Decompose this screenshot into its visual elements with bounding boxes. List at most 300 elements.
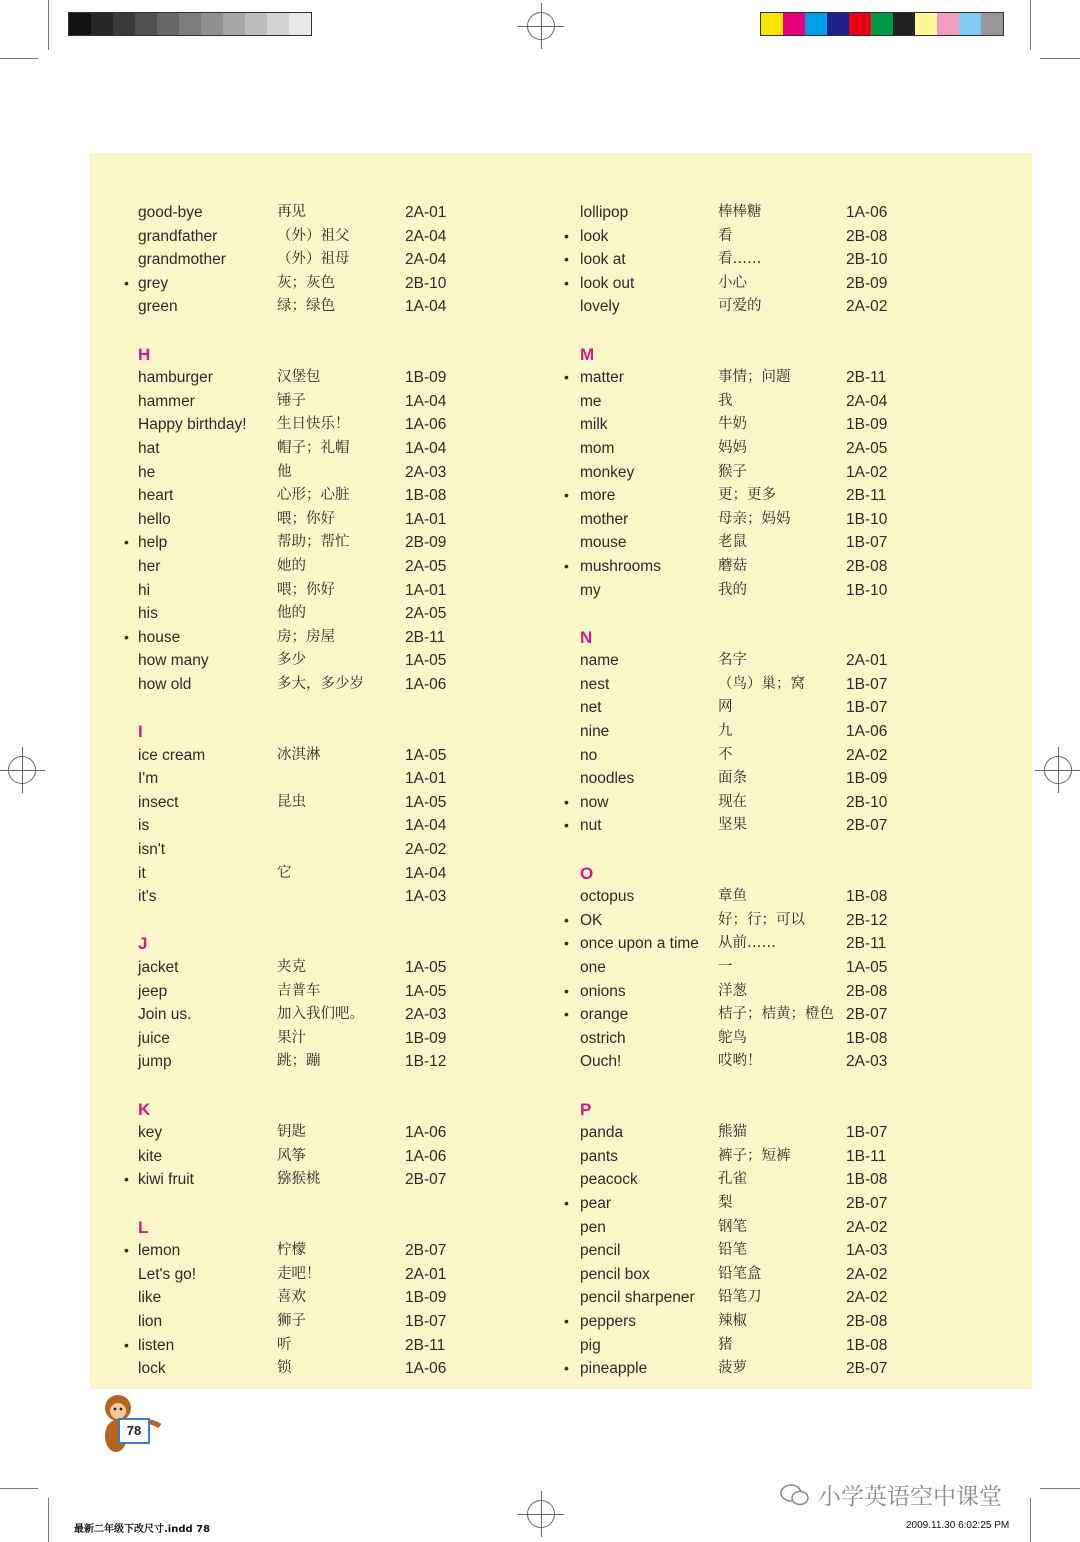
- entry-word: look: [580, 227, 609, 245]
- entry-meaning: 好；行；可以: [718, 911, 805, 928]
- entry-word: peacock: [580, 1171, 638, 1189]
- entry-meaning: 帮助；帮忙: [277, 534, 350, 551]
- entry-meaning: 风筝: [277, 1147, 306, 1164]
- section-letter: M: [580, 344, 595, 364]
- glossary-entry: [90, 1003, 447, 1027]
- entry-word: hat: [138, 439, 160, 457]
- entry-word: her: [138, 557, 161, 575]
- entry-unit: 2B-12: [846, 911, 888, 929]
- footer-file-info: 最新二年级下改尺寸.indd 78: [74, 1524, 211, 1535]
- glossary-entry: [530, 1263, 888, 1287]
- entry-word: onions: [580, 982, 626, 1000]
- entry-unit: 2A-02: [846, 746, 888, 764]
- entry-word: nest: [580, 675, 610, 693]
- entry-word: Happy birthday!: [138, 416, 247, 434]
- entry-unit: 1A-05: [405, 982, 447, 1000]
- entry-unit: 2A-02: [846, 1265, 888, 1283]
- entry-word: how many: [138, 652, 209, 670]
- glossary-entry: [90, 1334, 446, 1358]
- entry-unit: 2B-07: [846, 1194, 888, 1212]
- glossary-entry: [530, 272, 888, 296]
- entry-unit: 1B-09: [846, 770, 888, 788]
- crop-mark: [1030, 1498, 1031, 1542]
- entry-unit: 1A-05: [405, 746, 447, 764]
- entry-meaning: 夹克: [277, 959, 306, 975]
- section-letter: L: [138, 1217, 149, 1237]
- entry-word: house: [138, 628, 181, 646]
- entry-unit: 1B-08: [846, 1171, 888, 1189]
- entry-meaning: 铅笔: [718, 1242, 747, 1259]
- entry-unit: 1A-06: [405, 1124, 447, 1142]
- entry-word: grandfather: [138, 227, 218, 245]
- entry-word: hello: [138, 510, 171, 528]
- glossary-entry: [90, 602, 447, 626]
- entry-unit: 1A-05: [846, 959, 888, 976]
- entry-unit: 2B-08: [846, 982, 888, 1000]
- entry-unit: 1B-08: [405, 487, 447, 505]
- entry-word: pen: [580, 1218, 606, 1236]
- entry-unit: 2A-05: [846, 439, 888, 457]
- entry-unit: 2A-03: [405, 463, 447, 481]
- entry-meaning: 加入我们吧。: [277, 1006, 364, 1023]
- entry-meaning: 梨: [718, 1194, 733, 1211]
- glossary-entry: [530, 1168, 888, 1192]
- entry-unit: 2A-03: [405, 1006, 447, 1024]
- entry-word: pig: [580, 1336, 601, 1354]
- new-word-bullet: •: [124, 274, 129, 291]
- entry-meaning: 牛奶: [718, 416, 747, 433]
- glossary-entry: [90, 744, 447, 768]
- entry-meaning: 事情；问题: [718, 369, 791, 386]
- entry-unit: 2B-07: [405, 1171, 447, 1189]
- entry-meaning: 孔雀: [718, 1171, 747, 1188]
- entry-unit: 2B-07: [846, 1360, 888, 1378]
- entry-meaning: 面条: [718, 770, 747, 787]
- entry-meaning: 猪: [718, 1336, 733, 1353]
- glossary-entry: [90, 295, 447, 319]
- new-word-bullet: •: [564, 817, 569, 834]
- entry-meaning: 多大，多少岁: [277, 675, 364, 692]
- entry-unit: 2A-05: [405, 605, 447, 623]
- crop-mark: [48, 0, 49, 50]
- entry-meaning: 网: [718, 699, 733, 716]
- glossary-entry: [90, 1357, 447, 1381]
- glossary-entry: [530, 413, 888, 437]
- entry-unit: 1B-08: [846, 888, 888, 906]
- glossary-entry: [530, 1334, 888, 1358]
- entry-meaning: 看: [718, 227, 733, 244]
- glossary-entry: [90, 461, 447, 485]
- entry-meaning: 喂；你好: [277, 510, 335, 527]
- entry-unit: 1A-01: [405, 510, 447, 528]
- entry-unit: 2A-02: [846, 1289, 888, 1307]
- glossary-panel: [90, 153, 1032, 1389]
- new-word-bullet: •: [124, 1171, 129, 1188]
- new-word-bullet: •: [564, 982, 569, 999]
- footer-timestamp: 2009.11.30 6:02:25 PM: [906, 1520, 1010, 1531]
- glossary-entry: [530, 791, 888, 815]
- watermark-text: 小学英语空中课堂: [818, 1484, 1002, 1510]
- glossary-entry: [530, 1357, 888, 1381]
- entry-word: it's: [138, 888, 157, 906]
- section-letter: K: [138, 1099, 151, 1119]
- entry-unit: 2A-02: [405, 841, 447, 859]
- color-calibration-bar: [760, 12, 1004, 36]
- glossary-entry: [530, 814, 888, 838]
- registration-mark-icon: [527, 12, 555, 40]
- entry-unit: 1A-06: [405, 416, 447, 434]
- entry-word: one: [580, 959, 606, 976]
- glossary-entry: [90, 201, 447, 225]
- entry-unit: 1A-04: [405, 864, 447, 882]
- entry-meaning: （外）祖父: [277, 227, 350, 244]
- entry-meaning: 她的: [277, 557, 306, 574]
- new-word-bullet: •: [124, 1336, 129, 1353]
- entry-word: hi: [138, 581, 151, 599]
- entry-unit: 1B-07: [846, 1124, 888, 1142]
- entry-word: noodles: [580, 770, 635, 788]
- new-word-bullet: •: [564, 1006, 569, 1023]
- glossary-entry: [90, 956, 447, 980]
- entry-unit: 1A-02: [846, 463, 888, 481]
- entry-word: lovely: [580, 298, 620, 316]
- entry-unit: 2B-11: [846, 935, 887, 953]
- entry-word: help: [138, 534, 168, 552]
- entry-word: matter: [580, 369, 624, 387]
- glossary-entry: [530, 484, 887, 508]
- entry-meaning: 房；房屋: [277, 628, 335, 645]
- entry-meaning: 现在: [718, 793, 747, 810]
- entry-word: jump: [138, 1053, 172, 1071]
- entry-meaning: 再见: [277, 204, 306, 220]
- watermark: [780, 1478, 1002, 1511]
- new-word-bullet: •: [124, 534, 129, 551]
- entry-word: orange: [580, 1006, 629, 1024]
- entry-word: pineapple: [580, 1360, 648, 1378]
- entry-unit: 2A-01: [846, 652, 888, 670]
- entry-meaning: 我: [718, 392, 733, 409]
- entry-meaning: 猕猴桃: [277, 1171, 321, 1188]
- glossary-entry: [530, 1192, 888, 1216]
- glossary-entry: [530, 1050, 888, 1074]
- entry-unit: 2B-08: [846, 227, 888, 245]
- entry-meaning: 母亲；妈妈: [718, 510, 791, 527]
- entry-unit: 2B-07: [405, 1242, 447, 1260]
- entry-unit: 2B-10: [405, 274, 447, 292]
- entry-word: jacket: [138, 959, 179, 976]
- entry-word: mouse: [580, 534, 627, 552]
- glossary-entry: [90, 814, 447, 838]
- entry-word: good-bye: [138, 204, 203, 221]
- entry-unit: 2A-04: [846, 392, 888, 410]
- entry-meaning: 绿；绿色: [277, 298, 335, 315]
- new-word-bullet: •: [124, 628, 129, 645]
- glossary-entry: [530, 885, 888, 909]
- section-letter: N: [580, 627, 593, 647]
- entry-word: now: [580, 793, 609, 811]
- entry-unit: 2B-11: [846, 369, 887, 387]
- entry-unit: 1A-01: [405, 770, 447, 788]
- entry-meaning: 走吧！: [277, 1265, 321, 1282]
- entry-unit: 1A-04: [405, 817, 447, 835]
- glossary-entry: [90, 838, 447, 862]
- entry-unit: 1A-05: [405, 793, 447, 811]
- entry-meaning: 妈妈: [718, 439, 747, 456]
- entry-word: more: [580, 487, 616, 505]
- glossary-entry: [530, 508, 888, 532]
- entry-word: like: [138, 1289, 162, 1307]
- entry-meaning: 坚果: [718, 817, 747, 834]
- entry-meaning: 熊猫: [718, 1124, 747, 1141]
- entry-unit: 2B-07: [846, 1006, 888, 1024]
- entry-unit: 1A-01: [405, 581, 447, 599]
- entry-meaning: 狮子: [277, 1312, 306, 1329]
- page-number: 78: [118, 1418, 150, 1444]
- glossary-entry: [90, 579, 447, 603]
- entry-word: key: [138, 1124, 163, 1142]
- entry-meaning: 柠檬: [277, 1242, 306, 1259]
- new-word-bullet: •: [564, 227, 569, 244]
- entry-word: mom: [580, 439, 615, 457]
- glossary-entry: [90, 1286, 447, 1310]
- entry-meaning: 菠萝: [718, 1360, 747, 1377]
- entry-meaning: 一: [718, 959, 733, 975]
- entry-word: look at: [580, 251, 626, 269]
- entry-word: his: [138, 605, 158, 623]
- entry-meaning: 昆虫: [277, 793, 306, 810]
- glossary-entry: [530, 767, 888, 791]
- glossary-column-left: [90, 201, 447, 1381]
- entry-word: juice: [138, 1029, 170, 1047]
- entry-word: grey: [138, 274, 169, 292]
- entry-unit: 1A-06: [405, 675, 447, 693]
- entry-unit: 2A-04: [405, 227, 447, 245]
- entry-unit: 1B-09: [405, 369, 447, 387]
- entry-meaning: 九: [718, 723, 733, 740]
- entry-meaning: 锤子: [277, 392, 306, 409]
- glossary-entry: [90, 1239, 447, 1263]
- new-word-bullet: •: [564, 1194, 569, 1211]
- entry-unit: 1B-07: [405, 1312, 447, 1330]
- entry-word: pants: [580, 1147, 618, 1165]
- entry-word: Ouch!: [580, 1053, 622, 1071]
- wechat-icon: [780, 1483, 810, 1507]
- entry-meaning: 他的: [277, 605, 306, 622]
- entry-meaning: 裤子；短裤: [718, 1147, 791, 1164]
- glossary-entry: [90, 272, 447, 296]
- glossary-entry: [530, 225, 888, 249]
- new-word-bullet: •: [564, 1360, 569, 1377]
- crop-mark: [48, 1498, 49, 1542]
- entry-meaning: 冰淇淋: [277, 746, 321, 763]
- new-word-bullet: •: [564, 935, 569, 952]
- entry-meaning: 多少: [277, 652, 306, 669]
- entry-word: octopus: [580, 888, 635, 906]
- entry-unit: 1B-08: [846, 1029, 888, 1047]
- glossary-entry: [90, 248, 447, 272]
- entry-word: me: [580, 392, 602, 410]
- glossary-entry: [530, 649, 888, 673]
- glossary-entry: [90, 862, 447, 886]
- entry-word: mushrooms: [580, 557, 661, 575]
- glossary-entry: [530, 1003, 888, 1027]
- new-word-bullet: •: [564, 369, 569, 386]
- entry-word: jeep: [138, 982, 168, 1000]
- entry-word: peppers: [580, 1312, 637, 1330]
- glossary-entry: [90, 885, 447, 909]
- new-word-bullet: •: [564, 793, 569, 810]
- section-letter: O: [580, 863, 594, 883]
- entry-word: grandmother: [138, 251, 226, 269]
- entry-unit: 1B-09: [405, 1289, 447, 1307]
- glossary-entry: [90, 1121, 447, 1145]
- glossary-entry: [90, 531, 447, 555]
- entry-word: no: [580, 746, 598, 764]
- entry-word: pencil box: [580, 1265, 650, 1283]
- glossary-entry: [530, 1145, 887, 1169]
- glossary-entry: [530, 1310, 888, 1334]
- entry-word: lemon: [138, 1242, 181, 1260]
- entry-meaning: 钥匙: [277, 1124, 306, 1141]
- entry-word: hammer: [138, 392, 195, 410]
- entry-word: panda: [580, 1124, 624, 1142]
- entry-word: milk: [580, 416, 608, 434]
- entry-meaning: 洋葱: [718, 982, 747, 999]
- entry-unit: 1B-09: [405, 1029, 447, 1047]
- crop-mark: [1030, 0, 1031, 50]
- entry-word: pear: [580, 1194, 612, 1212]
- glossary-entry: [90, 1263, 447, 1287]
- entry-unit: 1A-04: [405, 439, 447, 457]
- entry-meaning: 吉普车: [277, 982, 321, 999]
- entry-word: how old: [138, 675, 192, 693]
- glossary-entry: [90, 225, 447, 249]
- grayscale-calibration-bar: [68, 12, 312, 36]
- entry-unit: 1B-07: [846, 534, 888, 552]
- section-letter: I: [138, 722, 143, 742]
- entry-unit: 1B-11: [846, 1147, 887, 1165]
- entry-unit: 2B-11: [405, 1336, 446, 1354]
- entry-unit: 1B-12: [405, 1053, 447, 1071]
- entry-meaning: 帽子；礼帽: [277, 439, 350, 456]
- entry-meaning: 猴子: [718, 463, 747, 480]
- entry-meaning: 钢笔: [718, 1218, 747, 1235]
- glossary-entry: [90, 673, 447, 697]
- entry-meaning: 跳；蹦: [277, 1053, 321, 1070]
- entry-word: listen: [138, 1336, 175, 1354]
- entry-meaning: 名字: [718, 652, 747, 669]
- registration-mark-icon: [1044, 756, 1072, 784]
- glossary-entry: [530, 366, 887, 390]
- entry-word: ostrich: [580, 1029, 626, 1047]
- entry-unit: 1A-05: [405, 652, 447, 670]
- glossary-entry: [530, 531, 888, 555]
- entry-meaning: 更；更多: [718, 487, 776, 504]
- glossary-entry: [530, 295, 888, 319]
- entry-unit: 1A-06: [405, 1147, 447, 1165]
- entry-unit: 1B-08: [846, 1336, 888, 1354]
- entry-meaning: 铅笔盒: [718, 1265, 762, 1282]
- glossary-entry: [90, 1145, 447, 1169]
- entry-meaning: 可爱的: [718, 298, 762, 315]
- entry-word: Let's go!: [138, 1265, 197, 1283]
- glossary-entry: [90, 413, 447, 437]
- entry-meaning: 喜欢: [277, 1289, 306, 1306]
- entry-word: heart: [138, 487, 174, 505]
- entry-word: once upon a time: [580, 935, 699, 953]
- glossary-column-right: [530, 201, 888, 1381]
- entry-meaning: 他: [277, 463, 292, 480]
- entry-unit: 2B-11: [846, 487, 887, 505]
- entry-meaning: 生日快乐！: [277, 416, 350, 433]
- glossary-entry: [90, 1168, 447, 1192]
- entry-word: my: [580, 581, 601, 599]
- glossary-entry: [90, 390, 447, 414]
- glossary-entry: [90, 1027, 447, 1051]
- glossary-entry: [530, 696, 888, 720]
- entry-unit: 1B-10: [846, 581, 888, 599]
- entry-unit: 1B-07: [846, 699, 888, 717]
- glossary-entry: [530, 390, 888, 414]
- entry-unit: 2A-02: [846, 1218, 888, 1236]
- entry-word: he: [138, 463, 156, 481]
- entry-unit: 1A-06: [405, 1360, 447, 1378]
- glossary-entry: [530, 248, 888, 272]
- entry-meaning: 心形；心脏: [277, 487, 350, 504]
- new-word-bullet: •: [564, 911, 569, 928]
- entry-unit: 2B-09: [405, 534, 447, 552]
- entry-unit: 1A-03: [405, 888, 447, 906]
- glossary-entry: [90, 1050, 447, 1074]
- entry-word: name: [580, 652, 619, 670]
- entry-unit: 2A-01: [405, 204, 447, 221]
- glossary-entry: [530, 1027, 888, 1051]
- entry-word: hamburger: [138, 369, 213, 387]
- entry-unit: 1B-10: [846, 510, 888, 528]
- entry-meaning: 哎哟！: [718, 1053, 762, 1070]
- entry-unit: 2B-07: [846, 817, 888, 835]
- glossary-entry: [530, 744, 888, 768]
- entry-unit: 2B-11: [405, 628, 446, 646]
- entry-unit: 2A-04: [405, 251, 447, 269]
- entry-meaning: 听: [277, 1336, 292, 1353]
- entry-meaning: 桔子；桔黄；橙色: [718, 1006, 834, 1023]
- entry-meaning: 辣椒: [718, 1312, 747, 1329]
- glossary-entry: [90, 1310, 447, 1334]
- entry-unit: 1A-06: [846, 204, 888, 221]
- entry-unit: 2B-09: [846, 274, 888, 292]
- glossary-entry: [90, 767, 447, 791]
- entry-unit: 1B-07: [846, 675, 888, 693]
- entry-unit: 1A-04: [405, 298, 447, 316]
- entry-word: lion: [138, 1312, 163, 1330]
- glossary-entry: [90, 980, 447, 1004]
- entry-word: lock: [138, 1360, 166, 1378]
- entry-word: insect: [138, 793, 179, 811]
- entry-meaning: 喂；你好: [277, 581, 335, 598]
- new-word-bullet: •: [124, 1242, 129, 1259]
- glossary-entry: [530, 956, 888, 980]
- entry-meaning: 老鼠: [718, 534, 747, 551]
- glossary-entry: [530, 673, 888, 697]
- new-word-bullet: •: [564, 557, 569, 574]
- crop-mark: [1040, 58, 1080, 59]
- entry-word: I'm: [138, 770, 159, 788]
- entry-unit: 2B-08: [846, 1312, 888, 1330]
- entry-word: Join us.: [138, 1006, 192, 1024]
- entry-word: pencil: [580, 1242, 621, 1260]
- entry-unit: 1A-04: [405, 392, 447, 410]
